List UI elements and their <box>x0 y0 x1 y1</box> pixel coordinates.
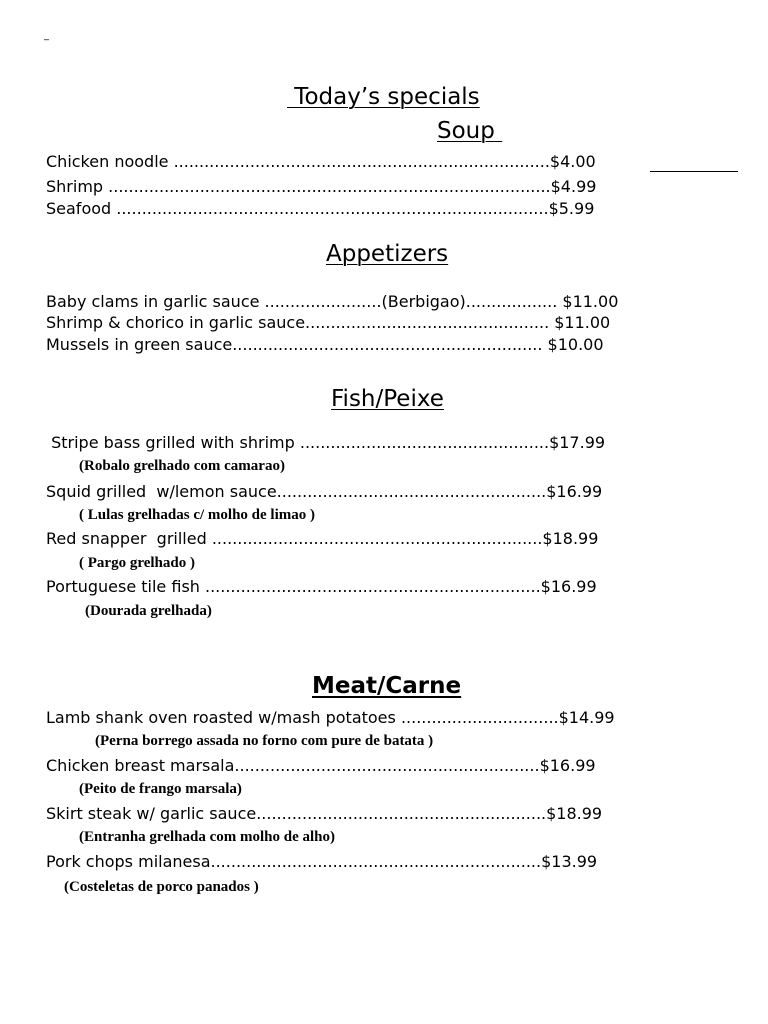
underline-rule <box>650 171 738 172</box>
menu-item-translation: (Robalo grelhado com camarao) <box>79 458 285 474</box>
menu-item-translation: (Entranha grelhada com molho de alho) <box>79 829 335 845</box>
menu-item-translation: ( Pargo grelhado ) <box>79 555 195 571</box>
top-mark: _ <box>44 30 49 41</box>
meat-heading: Meat/Carne <box>312 673 462 699</box>
page-title: Today’s specials <box>287 84 480 110</box>
menu-item: Skirt steak w/ garlic sauce.........................................................$18.99 <box>46 804 603 823</box>
menu-item-translation: ( Lulas grelhadas c/ molho de limao ) <box>79 507 315 523</box>
menu-item: Portuguese tile fish ..................................................................$16.99 <box>46 577 597 596</box>
menu-item: Chicken breast marsala............................................................$16.99 <box>46 756 596 775</box>
menu-item: Stripe bass grilled with shrimp .................................................$17.99 <box>46 433 606 452</box>
appetizers-heading: Appetizers <box>326 241 449 267</box>
menu-item: Shrimp & chorico in garlic sauce................................................ $11.00 <box>46 313 611 332</box>
menu-item-translation: (Costeletas de porco panados ) <box>64 879 259 895</box>
menu-item: Seafood .....................................................................................$5.99 <box>46 199 595 218</box>
soup-heading: Soup <box>437 118 503 144</box>
menu-item: Lamb shank oven roasted w/mash potatoes ...............................$14.99 <box>46 708 615 727</box>
menu-item: Baby clams in garlic sauce .......................(Berbigao).................. $11.00 <box>46 292 619 311</box>
menu-item: Mussels in green sauce............................................................. $10.00 <box>46 335 604 354</box>
fish-heading: Fish/Peixe <box>331 386 444 412</box>
menu-item-translation: (Dourada grelhada) <box>85 603 212 619</box>
menu-item: Shrimp .......................................................................................$4.99 <box>46 177 597 196</box>
menu-item: Pork chops milanesa.................................................................$13.99 <box>46 852 598 871</box>
menu-item-translation: (Peito de frango marsala) <box>79 781 242 797</box>
menu-item: Squid grilled w/lemon sauce.....................................................$16.99 <box>46 482 603 501</box>
menu-item-translation: (Perna borrego assada no forno com pure de batata ) <box>95 733 434 749</box>
menu-item: Chicken noodle ..........................................................................$4.00 <box>46 152 596 171</box>
menu-item: Red snapper grilled .................................................................$18.99 <box>46 529 599 548</box>
